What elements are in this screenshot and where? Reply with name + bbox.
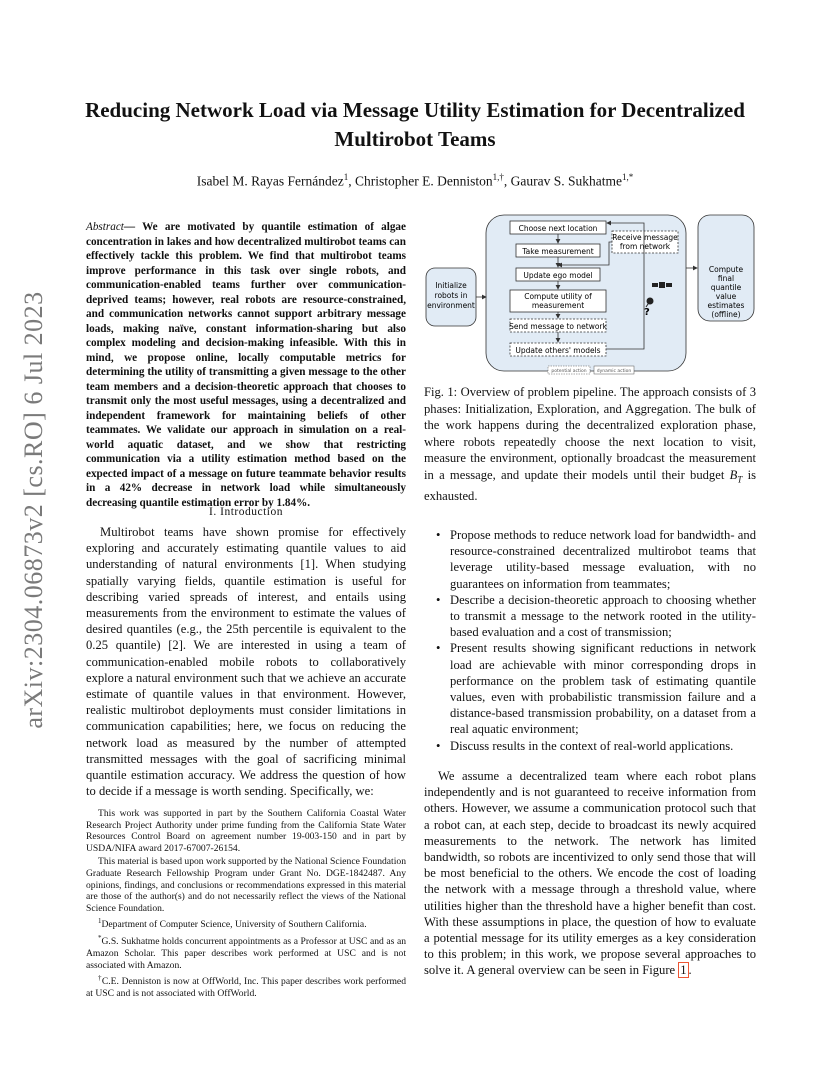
figure-pipeline [424, 213, 756, 376]
caption-math-sub: T [737, 474, 743, 485]
author-name: Gaurav S. Sukhatme [510, 173, 622, 189]
footnote [86, 856, 406, 914]
receive-label-line: from network [619, 242, 671, 251]
footnote-text: This material is based upon work supported by the National Science Foundation Graduate Research Fellowship Program under Grant No. DGE-1842487. Any opinions, findings, and conclusions or recommendations expressed in this material are those of the author(s) and do not necessarily reflect the views of the National Science Foundation. [86, 856, 406, 914]
question-mark: ? [644, 307, 650, 318]
author-name: Christopher E. Denniston [354, 173, 493, 189]
list-item: • Describe a decision-theoretic approach to choosing whether to transmit a message to the network rooted in the utility-based evaluation and a cost of transmission; [424, 592, 756, 641]
compute-label-line: quantile [710, 283, 742, 292]
init-label-line: environment [427, 301, 475, 310]
author-name: Isabel M. Rayas Fernández [196, 173, 344, 189]
footnote [86, 933, 406, 971]
compute-label-line: value [715, 292, 737, 301]
abstract-text: — We are motivated by quantile estimation of algae concentration in lakes and how decentralized multirobot teams can effectively tackle this problem. We find that multirobot teams improve performance in this task over single robots, and communication-enabled teams further over communication-deprived teams; however, real robots are resource-constrained, and communication networks cannot support arbitrary message loads, making naïve, constant information-sharing but also complex modeling and decision-making infeasible. With this in mind, we propose online, locally computable metrics for determining the utility of transmitting a given message to the other team members and a decision-theoretic approach that chooses to transmit only the most useful messages, using a decentralized and independent framework for maintaining beliefs of other teammates. We validate our approach in simulation on a real-world aquatic dataset, and we show that restricting communication via a utility estimation method based on the expected impact of a message on future teammate behavior results in a 42% decrease in network load while simultaneously decreasing quantile estimation error by 1.84%. [86, 221, 406, 509]
footnote [86, 916, 406, 931]
abstract-label: Abstract [86, 221, 124, 233]
legend-label: dynamic action [596, 369, 632, 374]
arxiv-identifier: arXiv:2304.06873v2 [cs.RO] 6 Jul 2023 [19, 291, 48, 729]
footnote-text: C.E. Denniston is now at OffWorld, Inc. This paper describes work performed at USC and is not associated with OffWorld. [86, 976, 406, 999]
paper-title: Reducing Network Load via Message Utility Estimation for Decentralized Multirobot Teams [85, 98, 745, 151]
step-label: Compute utility of [524, 292, 592, 301]
caption-end: is exhausted. [424, 467, 756, 503]
arxiv-sidebar-stamp [14, 291, 54, 729]
list-item: • Discuss results in the context of real-world applications. [424, 738, 756, 754]
compute-label-line: (offline) [711, 310, 741, 319]
author-affiliation-mark: 1,† [492, 172, 504, 182]
caption-text: Fig. 1: Overview of problem pipeline. The approach consists of 3 phases: Initialization, Exploration, and Aggregation. The bulk of the work happens during the decentralized exploration phase, where robots repeatedly choose the next location to visit, measure the environment, optionally broadcast the measurement in a message, and update their models until their budget [424, 385, 756, 482]
author-affiliation-mark: 1 [343, 172, 349, 182]
footnote-text: G.S. Sukhatme holds concurrent appointments as a Professor at USC and as an Amazon Scholar. This paper describes work performed at USC and is not associated with Amazon. [86, 936, 406, 971]
footnote [86, 808, 406, 854]
pipeline-diagram [424, 213, 756, 376]
caption-math-base: B [729, 467, 738, 482]
list-item: • Present results showing significant reductions in network load are achievable with minor corresponding drops in performance on the problem task of estimating quantile values, even with probabilistic transmission failure and a distance-based transmission probability, on a dataset from a real aquatic environment; [424, 640, 756, 737]
footnote-mark: 1 [98, 917, 102, 926]
footnote-text: Department of Computer Science, University of Southern California. [101, 919, 367, 931]
footnotes [86, 808, 406, 1001]
contribution-list [424, 527, 756, 754]
step-label: Take measurement [522, 247, 594, 256]
author-separator: , [348, 173, 355, 189]
abstract [86, 220, 406, 510]
section-heading: I. Introduction [209, 506, 283, 518]
init-label-line: robots in [434, 291, 468, 300]
author-separator: , [503, 173, 511, 189]
step-label: Send message to network [509, 322, 607, 331]
step-label: Choose next location [518, 224, 598, 233]
footnote-mark: † [98, 974, 102, 983]
body-paragraph [424, 768, 756, 979]
author-list [80, 172, 750, 190]
author-affiliation-mark: 1,* [621, 172, 634, 182]
footnote-mark: * [98, 934, 102, 943]
footnote [86, 973, 406, 999]
figure-caption [424, 384, 756, 504]
compute-label-line: estimates [707, 301, 745, 310]
step-label: Update ego model [523, 271, 593, 280]
paragraph-end: . [688, 963, 692, 978]
paragraph-text: We assume a decentralized team where each robot plans independently and is not guaranteed to receive information from others. However, we assume a communication protocol such that a robot can, at each step, decide to broadcast its newly acquired measurements to the network. The network has limited bandwidth, so robots are incentivized to only send those that will be most beneficial to the others. We encode the cost of loading the network with a message through a threshold value, where utilities higher than the threshold have a higher benefit than cost. With these assumptions in place, the question of how to evaluate a potential message for its utility emerges as a key consideration to this problem; in this work, we propose several approaches to solve it. A general overview can be seen in Figure [424, 769, 756, 978]
init-label-line: Initialize [435, 281, 467, 290]
figure-reference-link[interactable]: 1 [680, 963, 687, 978]
step-label: measurement [531, 301, 585, 310]
step-label: Update others' models [515, 346, 601, 355]
footnote-text: This work was supported in part by the Southern California Coastal Water Research Project Authority under prime funding from the California State Water Resources Control Board on agreement number 19-003-150 and in part by USDA/NIFA award 2017-67007-26154. [86, 808, 406, 854]
compute-label-line: final [717, 274, 735, 283]
intro-paragraph: Multirobot teams have shown promise for effectively exploring and accurately estimating quantile values to aid understanding of natural environments [1]. When studying spatially varying fields, quantile estimation is useful for describing varied spreads of interest, and entails using measurements from the environment to estimate the values of desired quantiles (e.g., the 25th percentile is equivalent to the 0.25 quantile) [2]. We are interested in using a team of communication-enabled mobile robots to collaboratively explore a natural environment such that we achieve an accurate estimate of quantile values in that environment. However, realistic multirobot deployments must consider limitations in communication capabilities; here, we focus on reducing the network load as measured by the number of attempted transmitted messages with the goal of sacrificing minimal quantile estimation accuracy. We address the question of how to decide if a message is worth sending. Specifically, we: [86, 525, 406, 799]
caption-math [729, 467, 743, 485]
list-item: • Propose methods to reduce network load for bandwidth- and resource-constrained decentralized multirobot teams that leverage utility-based message evaluation, with no guarantees on information from teammates; [424, 527, 756, 592]
legend-label: potential action [551, 369, 587, 374]
compute-label-line: Compute [708, 265, 744, 274]
receive-label-line: Receive message [612, 233, 678, 242]
